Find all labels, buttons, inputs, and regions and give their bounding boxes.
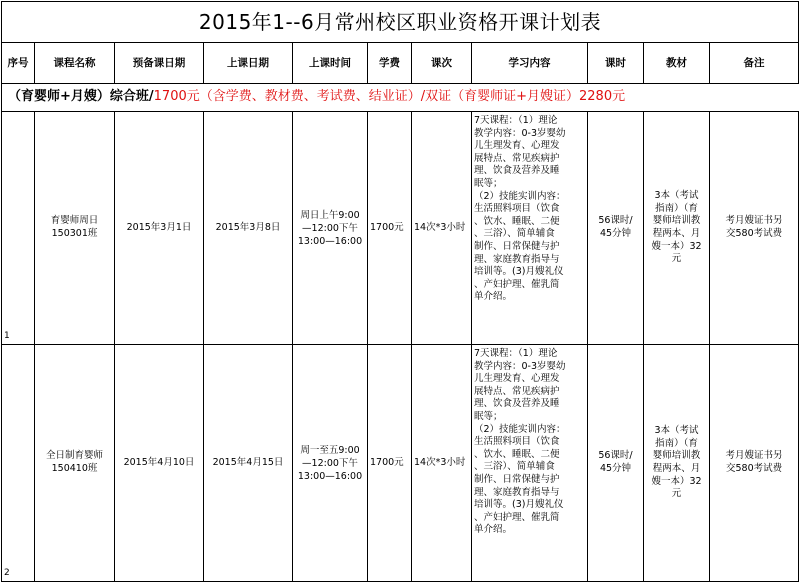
hours-cell (588, 112, 644, 345)
content-line: 、饮水、睡眠、二便 (474, 215, 560, 227)
content-line: 理、饮食及营养及睡 (474, 165, 560, 177)
class-time-line: —12:00下午 (302, 457, 358, 469)
table-row (2, 345, 799, 582)
content-cell (472, 345, 588, 582)
remarks-line: 交580考试费 (725, 228, 783, 239)
pre-registration-date: 2015年3月1日 (115, 112, 204, 345)
content-line: 单介绍。 (474, 291, 513, 303)
header-materials: 教材 (644, 43, 710, 84)
content-line: 教学内容：0-3岁婴幼 (474, 127, 566, 139)
materials-line: 婴师培训教 (652, 215, 701, 227)
fee-cell: 1700元 (368, 112, 412, 345)
header-index: 序号 (2, 43, 35, 84)
header-start-date: 上课日期 (204, 43, 293, 84)
materials-line: 元 (671, 253, 682, 265)
class-banner-fees: 1700元（含学费、教材费、考试费、结业证）/双证（育婴师证+月嫂证）2280元 (153, 89, 626, 105)
content-line: 制作、日常保健与护 (474, 473, 560, 485)
materials-line: 婴师培训教 (652, 450, 701, 462)
sessions-cell: 14次*3小时 (412, 345, 472, 582)
remarks-cell (710, 112, 799, 345)
class-time-line: 13:00—16:00 (297, 470, 363, 482)
course-name-cell (35, 345, 115, 582)
class-banner (2, 84, 799, 112)
materials-line: 程两本、月 (652, 228, 701, 239)
course-name-line: 150301班 (51, 228, 98, 239)
content-line: 、产妇护理、催乳简 (474, 511, 560, 523)
content-line: 展特点、常见疾病护 (474, 385, 560, 397)
content-line: 教学内容：0-3岁婴幼 (474, 360, 566, 372)
content-line: 理、家庭教育指导与 (474, 486, 560, 498)
content-line: 生活照料项目（饮食 (474, 436, 560, 448)
class-time-line: 周日上午9:00 (300, 209, 360, 221)
remarks-line: 考月嫂证书另 (725, 450, 783, 462)
materials-line: 元 (671, 488, 682, 500)
content-line: 展特点、常见疾病护 (474, 152, 560, 164)
header-remarks: 备注 (710, 43, 799, 84)
class-time-line: 13:00—16:00 (297, 235, 363, 247)
content-line: 培训等。(3)月嫂礼仪 (474, 266, 564, 278)
remarks-cell (710, 345, 799, 582)
course-name-line: 150410班 (51, 463, 98, 474)
hours-cell (588, 345, 644, 582)
content-line: （2）技能实训内容： (474, 423, 566, 435)
content-line: 儿生理发育、心理发 (474, 373, 560, 385)
content-line: 、三浴）、简单辅食 (474, 461, 555, 473)
hours-line: 56课时/ (598, 215, 633, 227)
table-row (2, 112, 799, 345)
content-line: 、三浴）、简单辅食 (474, 228, 555, 240)
hours-line: 56课时/ (598, 450, 633, 462)
content-line: 理、饮食及营养及睡 (474, 398, 560, 410)
start-date: 2015年3月8日 (204, 112, 293, 345)
class-time-line: —12:00下午 (302, 222, 358, 234)
content-line: 、产妇护理、催乳简 (474, 278, 560, 290)
pre-registration-date: 2015年4月10日 (115, 345, 204, 582)
materials-line: 嫂一本）32 (651, 475, 702, 487)
content-line: 7天课程：（1）理论 (474, 115, 558, 126)
course-plan-table (1, 1, 799, 582)
row-index: 1 (2, 112, 35, 345)
header-content: 学习内容 (472, 43, 588, 84)
content-line: 理、家庭教育指导与 (474, 253, 560, 265)
class-time-cell (293, 112, 368, 345)
content-cell (472, 112, 588, 345)
row-index: 2 (2, 345, 35, 582)
header-fee: 学费 (368, 43, 412, 84)
content-line: 眠等； (474, 410, 503, 422)
content-line: 培训等。(3)月嫂礼仪 (474, 499, 564, 511)
course-name-line: 全日制育婴师 (45, 450, 103, 462)
materials-cell (644, 112, 710, 345)
content-line: 、饮水、睡眠、二便 (474, 448, 560, 460)
content-line: 单介绍。 (474, 524, 513, 536)
start-date: 2015年4月15日 (204, 345, 293, 582)
remarks-line: 考月嫂证书另 (725, 215, 783, 227)
class-time-cell (293, 345, 368, 582)
class-banner-label: （育婴师+月嫂）综合班/ (8, 89, 154, 105)
content-line: （2）技能实训内容： (474, 190, 566, 202)
course-name-line: 育婴师周日 (50, 215, 99, 227)
materials-line: 指南）（育 (655, 437, 698, 449)
course-name-cell (35, 112, 115, 345)
materials-line: 3本（考试 (654, 425, 699, 437)
content-line: 儿生理发育、心理发 (474, 140, 560, 152)
page-title: 2015年1--6月常州校区职业资格开课计划表 (2, 2, 799, 43)
hours-line: 45分钟 (599, 463, 632, 474)
header-sessions: 课次 (412, 43, 472, 84)
materials-line: 程两本、月 (652, 463, 701, 474)
content-line: 生活照料项目（饮食 (474, 203, 560, 215)
header-class-time: 上课时间 (293, 43, 368, 84)
header-pre-registration: 预备课日期 (115, 43, 204, 84)
header-row (2, 43, 799, 84)
sessions-cell: 14次*3小时 (412, 112, 472, 345)
materials-line: 嫂一本）32 (651, 240, 702, 252)
remarks-line: 交580考试费 (725, 463, 783, 474)
header-hours: 课时 (588, 43, 644, 84)
content-line: 眠等； (474, 177, 503, 189)
class-banner-row (2, 84, 799, 112)
content-line: 制作、日常保健与护 (474, 240, 560, 252)
header-course-name: 课程名称 (35, 43, 115, 84)
fee-cell: 1700元 (368, 345, 412, 582)
materials-line: 3本（考试 (654, 190, 699, 202)
materials-line: 指南）（育 (655, 202, 698, 214)
content-line: 7天课程：（1）理论 (474, 348, 558, 359)
class-time-line: 周一至五9:00 (300, 444, 360, 456)
materials-cell (644, 345, 710, 582)
hours-line: 45分钟 (599, 228, 632, 239)
